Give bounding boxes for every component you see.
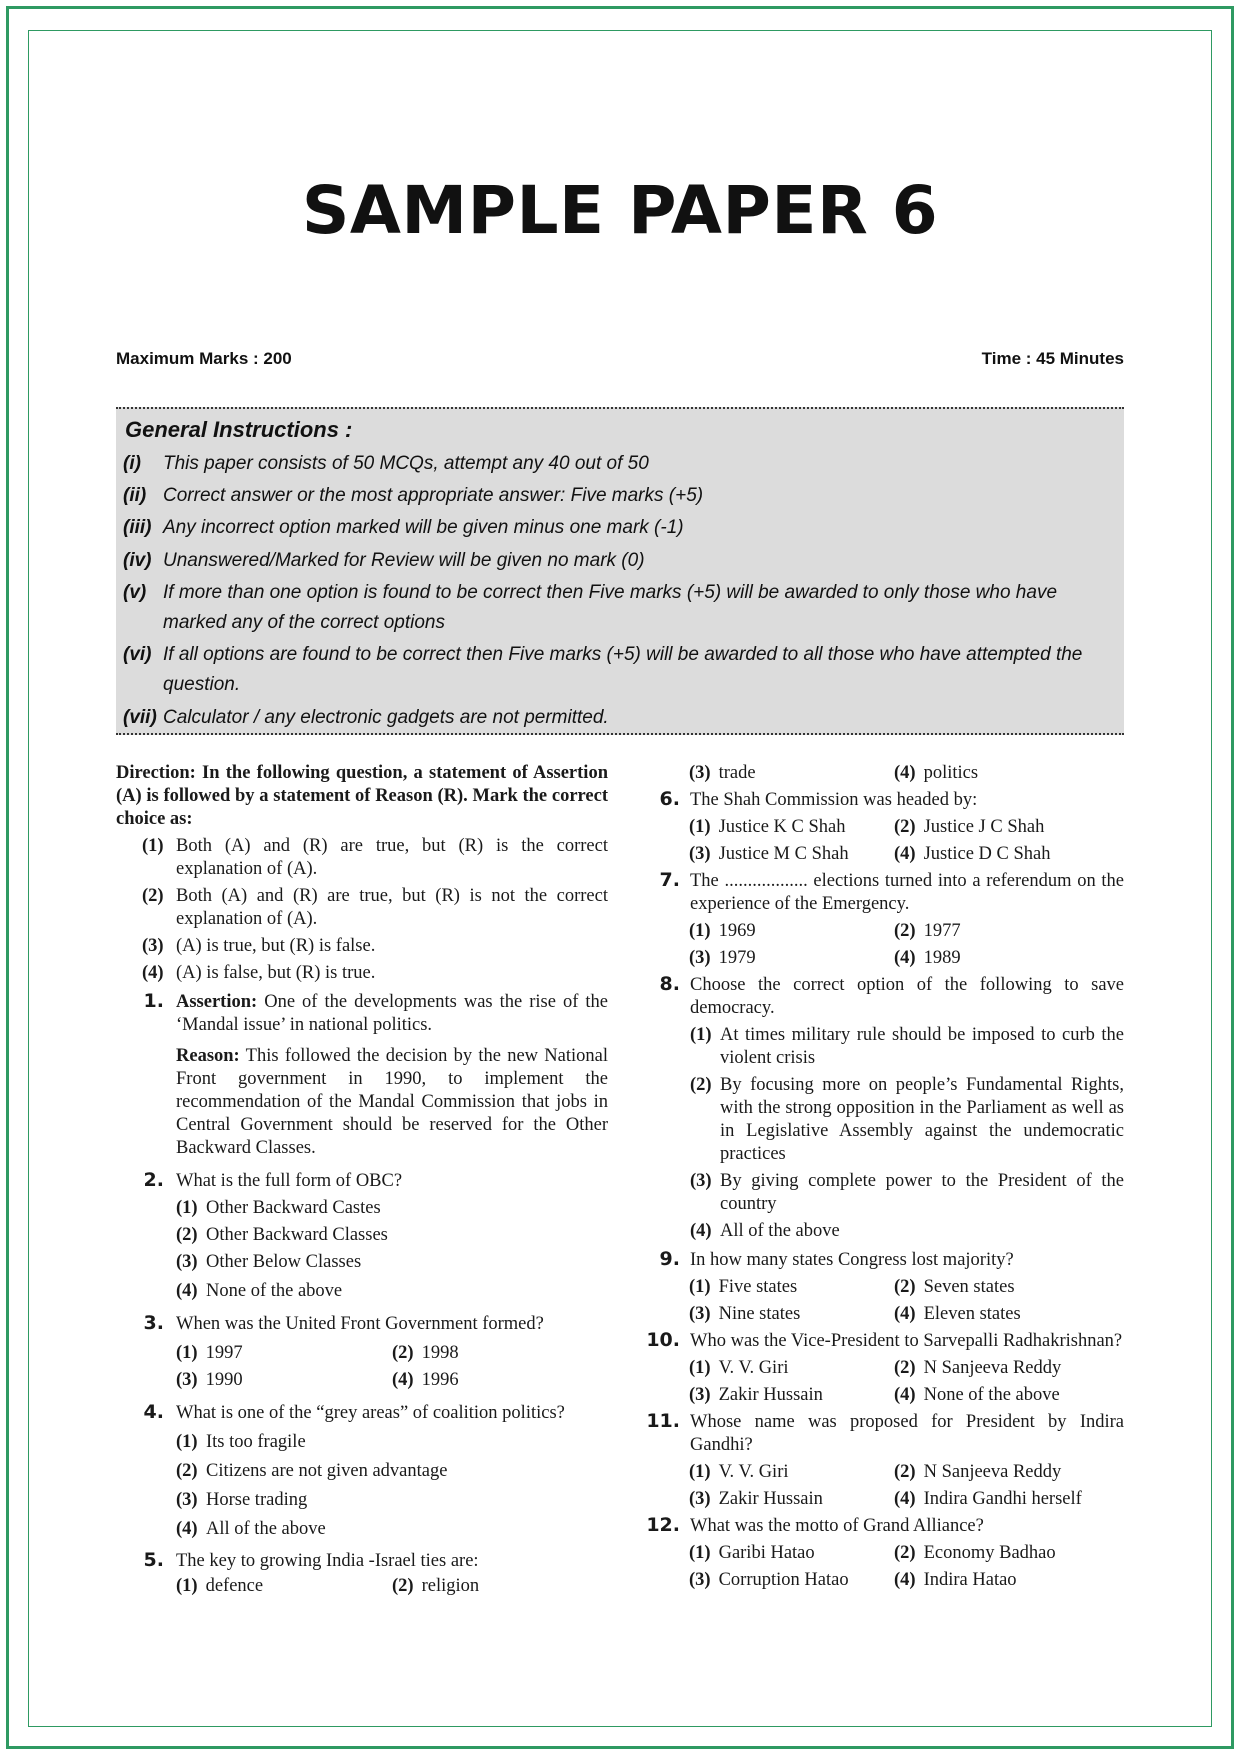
option-text: Horse trading xyxy=(206,1490,308,1510)
option-text: N Sanjeeva Reddy xyxy=(923,1358,1062,1378)
option-key: (4) xyxy=(176,1519,198,1539)
option xyxy=(116,1460,608,1483)
option-text: 1997 xyxy=(205,1343,243,1363)
option-text: Justice J C Shah xyxy=(923,817,1045,837)
option-row xyxy=(644,1488,1124,1515)
question-12 xyxy=(644,1515,1124,1538)
option xyxy=(644,1024,1124,1070)
option xyxy=(689,947,756,970)
option-key: (4) xyxy=(690,1221,712,1241)
option-text: politics xyxy=(923,763,979,783)
maximum-marks: Maximum Marks : 200 xyxy=(116,349,292,368)
choice-text: (A) is false, but (R) is true. xyxy=(176,963,376,983)
question-3 xyxy=(116,1313,608,1336)
option-key: (4) xyxy=(894,948,916,968)
option xyxy=(689,843,849,866)
option xyxy=(894,1276,1015,1299)
question-2 xyxy=(116,1170,608,1193)
page-title: SAMPLE PAPER 6 xyxy=(301,172,939,249)
option-text: Justice D C Shah xyxy=(923,844,1051,864)
assertion-text: One of the developments was the rise of the ‘Mandal issue’ in national politics. xyxy=(176,992,608,1035)
option-text: defence xyxy=(205,1576,264,1596)
option xyxy=(894,920,961,943)
option-key: (1) xyxy=(176,1576,198,1596)
option-row xyxy=(644,1384,1124,1411)
option-key: (1) xyxy=(176,1343,198,1363)
option-text: By focusing more on people’s Fundamental Rights, with the strong opposition in the Parliament as well as in Legislative Assembly against the undemocratic practices xyxy=(720,1075,1124,1164)
option-text: trade xyxy=(718,763,756,783)
option-row xyxy=(644,1276,1124,1303)
option-text: 1979 xyxy=(718,948,756,968)
option xyxy=(894,1303,1021,1326)
direction-choice xyxy=(116,962,608,985)
option xyxy=(689,1488,823,1511)
question-number: 8. xyxy=(659,973,680,995)
instruction-text: Calculator / any electronic gadgets are not permitted. xyxy=(163,707,609,728)
question-number: 2. xyxy=(143,1169,164,1191)
option xyxy=(689,816,846,839)
option-key: (1) xyxy=(689,1462,711,1482)
choice-text: Both (A) and (R) are true, but (R) is not the correct explanation of (A). xyxy=(176,886,608,929)
option xyxy=(689,1461,789,1484)
option-text: Economy Badhao xyxy=(923,1543,1056,1563)
option-text: Zakir Hussain xyxy=(718,1489,823,1509)
option-text: Other Backward Castes xyxy=(206,1198,381,1218)
direction-text: Direction: In the following question, a statement of Assertion (A) is followed by a statement of Reason (R). Mark the correct choice as: xyxy=(116,763,608,829)
question-number: 11. xyxy=(646,1410,680,1432)
option-key: (4) xyxy=(894,1570,916,1590)
question-number: 5. xyxy=(143,1549,164,1571)
option xyxy=(689,762,756,785)
option-text: 1969 xyxy=(718,921,756,941)
question-number: 3. xyxy=(143,1312,164,1334)
option-row xyxy=(116,1342,608,1369)
option xyxy=(894,1488,1082,1511)
question-9 xyxy=(644,1249,1124,1272)
option-text: 1989 xyxy=(923,948,961,968)
instruction-number: (iii) xyxy=(123,517,152,538)
option-key: (4) xyxy=(894,1385,916,1405)
option-text: Corruption Hatao xyxy=(718,1570,849,1590)
option-key: (3) xyxy=(689,1304,711,1324)
question-4 xyxy=(116,1402,608,1425)
option-key: (3) xyxy=(690,1171,712,1191)
question-11 xyxy=(644,1411,1124,1457)
option-key: (1) xyxy=(176,1198,198,1218)
question-number: 4. xyxy=(143,1401,164,1423)
right-column xyxy=(644,762,1124,1596)
option-text: None of the above xyxy=(923,1385,1060,1405)
option-text: Eleven states xyxy=(923,1304,1021,1324)
option-key: (4) xyxy=(176,1281,198,1301)
option-row xyxy=(644,816,1124,843)
option-key: (2) xyxy=(894,1462,916,1482)
choice-text: (A) is true, but (R) is false. xyxy=(176,936,376,956)
question-text: The key to growing India -Israel ties are: xyxy=(176,1551,479,1571)
option-key: (2) xyxy=(894,921,916,941)
option xyxy=(644,1170,1124,1216)
option-key: (2) xyxy=(690,1075,712,1095)
option-text: Other Backward Classes xyxy=(206,1225,388,1245)
direction-choice xyxy=(116,885,608,931)
question-8 xyxy=(644,974,1124,1020)
option-key: (2) xyxy=(392,1576,414,1596)
choice-key: (2) xyxy=(142,886,164,906)
option xyxy=(689,1276,797,1299)
option xyxy=(392,1575,479,1598)
option xyxy=(894,843,1051,866)
option xyxy=(894,1569,1017,1592)
option-text: At times military rule should be imposed to curb the violent crisis xyxy=(720,1025,1124,1068)
option-row xyxy=(644,1569,1124,1596)
option xyxy=(644,1074,1124,1166)
question-text: What was the motto of Grand Alliance? xyxy=(690,1516,984,1536)
option-key: (1) xyxy=(689,921,711,941)
option-text: 1990 xyxy=(205,1370,243,1390)
instruction-number: (ii) xyxy=(123,485,147,506)
option-row xyxy=(644,1461,1124,1488)
option-text: By giving complete power to the President of the country xyxy=(720,1171,1124,1214)
option-text: Citizens are not given advantage xyxy=(206,1461,448,1481)
option-text: Its too fragile xyxy=(206,1432,306,1452)
option xyxy=(116,1518,608,1541)
option-key: (2) xyxy=(176,1225,198,1245)
option-text: Indira Hatao xyxy=(923,1570,1017,1590)
option-text: Five states xyxy=(718,1277,798,1297)
assertion-label: Assertion: xyxy=(176,992,258,1012)
question-number: 10. xyxy=(646,1329,680,1351)
question-6 xyxy=(644,789,1124,812)
instruction-number: (vi) xyxy=(123,644,152,665)
option-key: (3) xyxy=(176,1252,198,1272)
reason-paragraph xyxy=(116,1045,608,1160)
option xyxy=(116,1489,608,1512)
question-number: 1. xyxy=(143,990,164,1012)
option-key: (3) xyxy=(176,1490,198,1510)
option-text: Seven states xyxy=(923,1277,1015,1297)
option-key: (3) xyxy=(689,1570,711,1590)
option xyxy=(894,1542,1056,1565)
option-row xyxy=(644,920,1124,947)
instructions-heading: General Instructions : xyxy=(125,417,353,442)
question-number: 7. xyxy=(659,869,680,891)
option xyxy=(116,1224,608,1247)
option-key: (2) xyxy=(894,1358,916,1378)
question-text: In how many states Congress lost majority? xyxy=(690,1250,1014,1270)
option xyxy=(176,1342,243,1365)
option xyxy=(689,920,756,943)
option-row xyxy=(644,947,1124,974)
direction-choice xyxy=(116,835,608,881)
option-key: (3) xyxy=(176,1370,198,1390)
option-key: (2) xyxy=(894,817,916,837)
choice-text: Both (A) and (R) are true, but (R) is the correct explanation of (A). xyxy=(176,836,608,879)
option-row xyxy=(644,1303,1124,1330)
option-text: V. V. Giri xyxy=(718,1462,789,1482)
option-row xyxy=(644,843,1124,870)
option-row xyxy=(116,1369,608,1396)
instruction-text: Any incorrect option marked will be given minus one mark (-1) xyxy=(163,517,684,538)
option-key: (4) xyxy=(894,1489,916,1509)
option xyxy=(689,1569,849,1592)
instruction-number: (vii) xyxy=(123,707,157,728)
option-key: (2) xyxy=(894,1543,916,1563)
option-row xyxy=(644,1542,1124,1569)
option-key: (3) xyxy=(689,948,711,968)
question-text: What is the full form of OBC? xyxy=(176,1171,403,1191)
reason-label: Reason: xyxy=(176,1046,240,1066)
option-text: religion xyxy=(421,1576,480,1596)
option-text: All of the above xyxy=(206,1519,326,1539)
direction-choice xyxy=(116,935,608,958)
general-instructions-box xyxy=(116,407,1124,735)
option-key: (1) xyxy=(689,1358,711,1378)
option xyxy=(176,1575,263,1598)
choice-key: (3) xyxy=(142,936,164,956)
option-text: Garibi Hatao xyxy=(718,1543,815,1563)
option-key: (2) xyxy=(392,1343,414,1363)
option-text: None of the above xyxy=(206,1281,343,1301)
left-column xyxy=(116,762,608,1602)
question-number: 12. xyxy=(646,1514,680,1536)
option-key: (1) xyxy=(690,1025,712,1045)
question-number: 9. xyxy=(659,1248,680,1270)
question-10 xyxy=(644,1330,1124,1353)
question-text: When was the United Front Government formed? xyxy=(176,1314,544,1334)
option-key: (1) xyxy=(176,1432,198,1452)
option xyxy=(689,1384,823,1407)
option-key: (1) xyxy=(689,1277,711,1297)
option xyxy=(176,1369,243,1392)
option xyxy=(116,1431,608,1454)
option-text: All of the above xyxy=(720,1221,840,1241)
option-key: (3) xyxy=(689,1385,711,1405)
option xyxy=(392,1369,459,1392)
option-text: Nine states xyxy=(718,1304,801,1324)
option xyxy=(894,947,961,970)
option xyxy=(689,1357,789,1380)
question-text: The Shah Commission was headed by: xyxy=(690,790,978,810)
instruction-number: (v) xyxy=(123,582,147,603)
option xyxy=(644,1220,1124,1243)
option-text: N Sanjeeva Reddy xyxy=(923,1462,1062,1482)
question-number: 6. xyxy=(659,788,680,810)
instruction-number: (iv) xyxy=(123,550,152,571)
question-text: Whose name was proposed for President by Indira Gandhi? xyxy=(690,1412,1124,1455)
question-5 xyxy=(116,1550,608,1573)
instruction-text: Correct answer or the most appropriate answer: Five marks (+5) xyxy=(163,485,704,506)
choice-key: (1) xyxy=(142,836,164,856)
option xyxy=(894,1461,1061,1484)
option-text: Justice M C Shah xyxy=(718,844,849,864)
option-text: Indira Gandhi herself xyxy=(923,1489,1082,1509)
option-text: 1998 xyxy=(421,1343,459,1363)
question-text: Who was the Vice-President to Sarvepalli Radhakrishnan? xyxy=(690,1331,1123,1351)
option-row xyxy=(116,1575,608,1602)
option-key: (3) xyxy=(689,1489,711,1509)
option-key: (3) xyxy=(689,844,711,864)
instruction-text: Unanswered/Marked for Review will be given no mark (0) xyxy=(163,550,645,571)
option-key: (3) xyxy=(689,763,711,783)
option xyxy=(894,816,1044,839)
reason-text: This followed the decision by the new National Front government in 1990, to implement the recommendation of the Mandal Commission that jobs in Central Government should be reserved for the Other Backward Classes. xyxy=(176,1046,609,1158)
option-row xyxy=(644,1357,1124,1384)
option xyxy=(894,762,978,785)
option-row xyxy=(644,762,1124,789)
question-1 xyxy=(116,991,608,1037)
option-text: Justice K C Shah xyxy=(718,817,846,837)
option xyxy=(894,1357,1061,1380)
time-limit: Time : 45 Minutes xyxy=(981,349,1124,368)
option xyxy=(116,1280,608,1303)
question-7 xyxy=(644,870,1124,916)
option xyxy=(392,1342,459,1365)
instruction-number: (i) xyxy=(123,453,141,474)
option xyxy=(894,1384,1060,1407)
option-key: (2) xyxy=(176,1461,198,1481)
option-key: (4) xyxy=(894,844,916,864)
option xyxy=(116,1251,608,1274)
option xyxy=(116,1197,608,1220)
option-text: Zakir Hussain xyxy=(718,1385,823,1405)
option-key: (1) xyxy=(689,817,711,837)
option-key: (1) xyxy=(689,1543,711,1563)
option xyxy=(689,1542,815,1565)
option-key: (4) xyxy=(894,763,916,783)
option-text: 1977 xyxy=(923,921,961,941)
question-text: What is one of the “grey areas” of coalition politics? xyxy=(176,1403,565,1423)
option xyxy=(689,1303,800,1326)
instruction-text: If more than one option is found to be correct then Five marks (+5) will be awarded to only those who have marked any of the correct options xyxy=(163,582,1058,633)
option-text: 1996 xyxy=(421,1370,459,1390)
option-text: V. V. Giri xyxy=(718,1358,789,1378)
option-key: (4) xyxy=(392,1370,414,1390)
option-key: (4) xyxy=(894,1304,916,1324)
question-text: Choose the correct option of the following to save democracy. xyxy=(690,975,1124,1018)
choice-key: (4) xyxy=(142,963,164,983)
option-text: Other Below Classes xyxy=(206,1252,362,1272)
instruction-text: If all options are found to be correct then Five marks (+5) will be awarded to all those who have attempted the question. xyxy=(163,644,1083,695)
option-key: (2) xyxy=(894,1277,916,1297)
question-text: The .................. elections turned into a referendum on the experience of the Emergency. xyxy=(690,871,1124,914)
instruction-text: This paper consists of 50 MCQs, attempt any 40 out of 50 xyxy=(163,453,649,474)
